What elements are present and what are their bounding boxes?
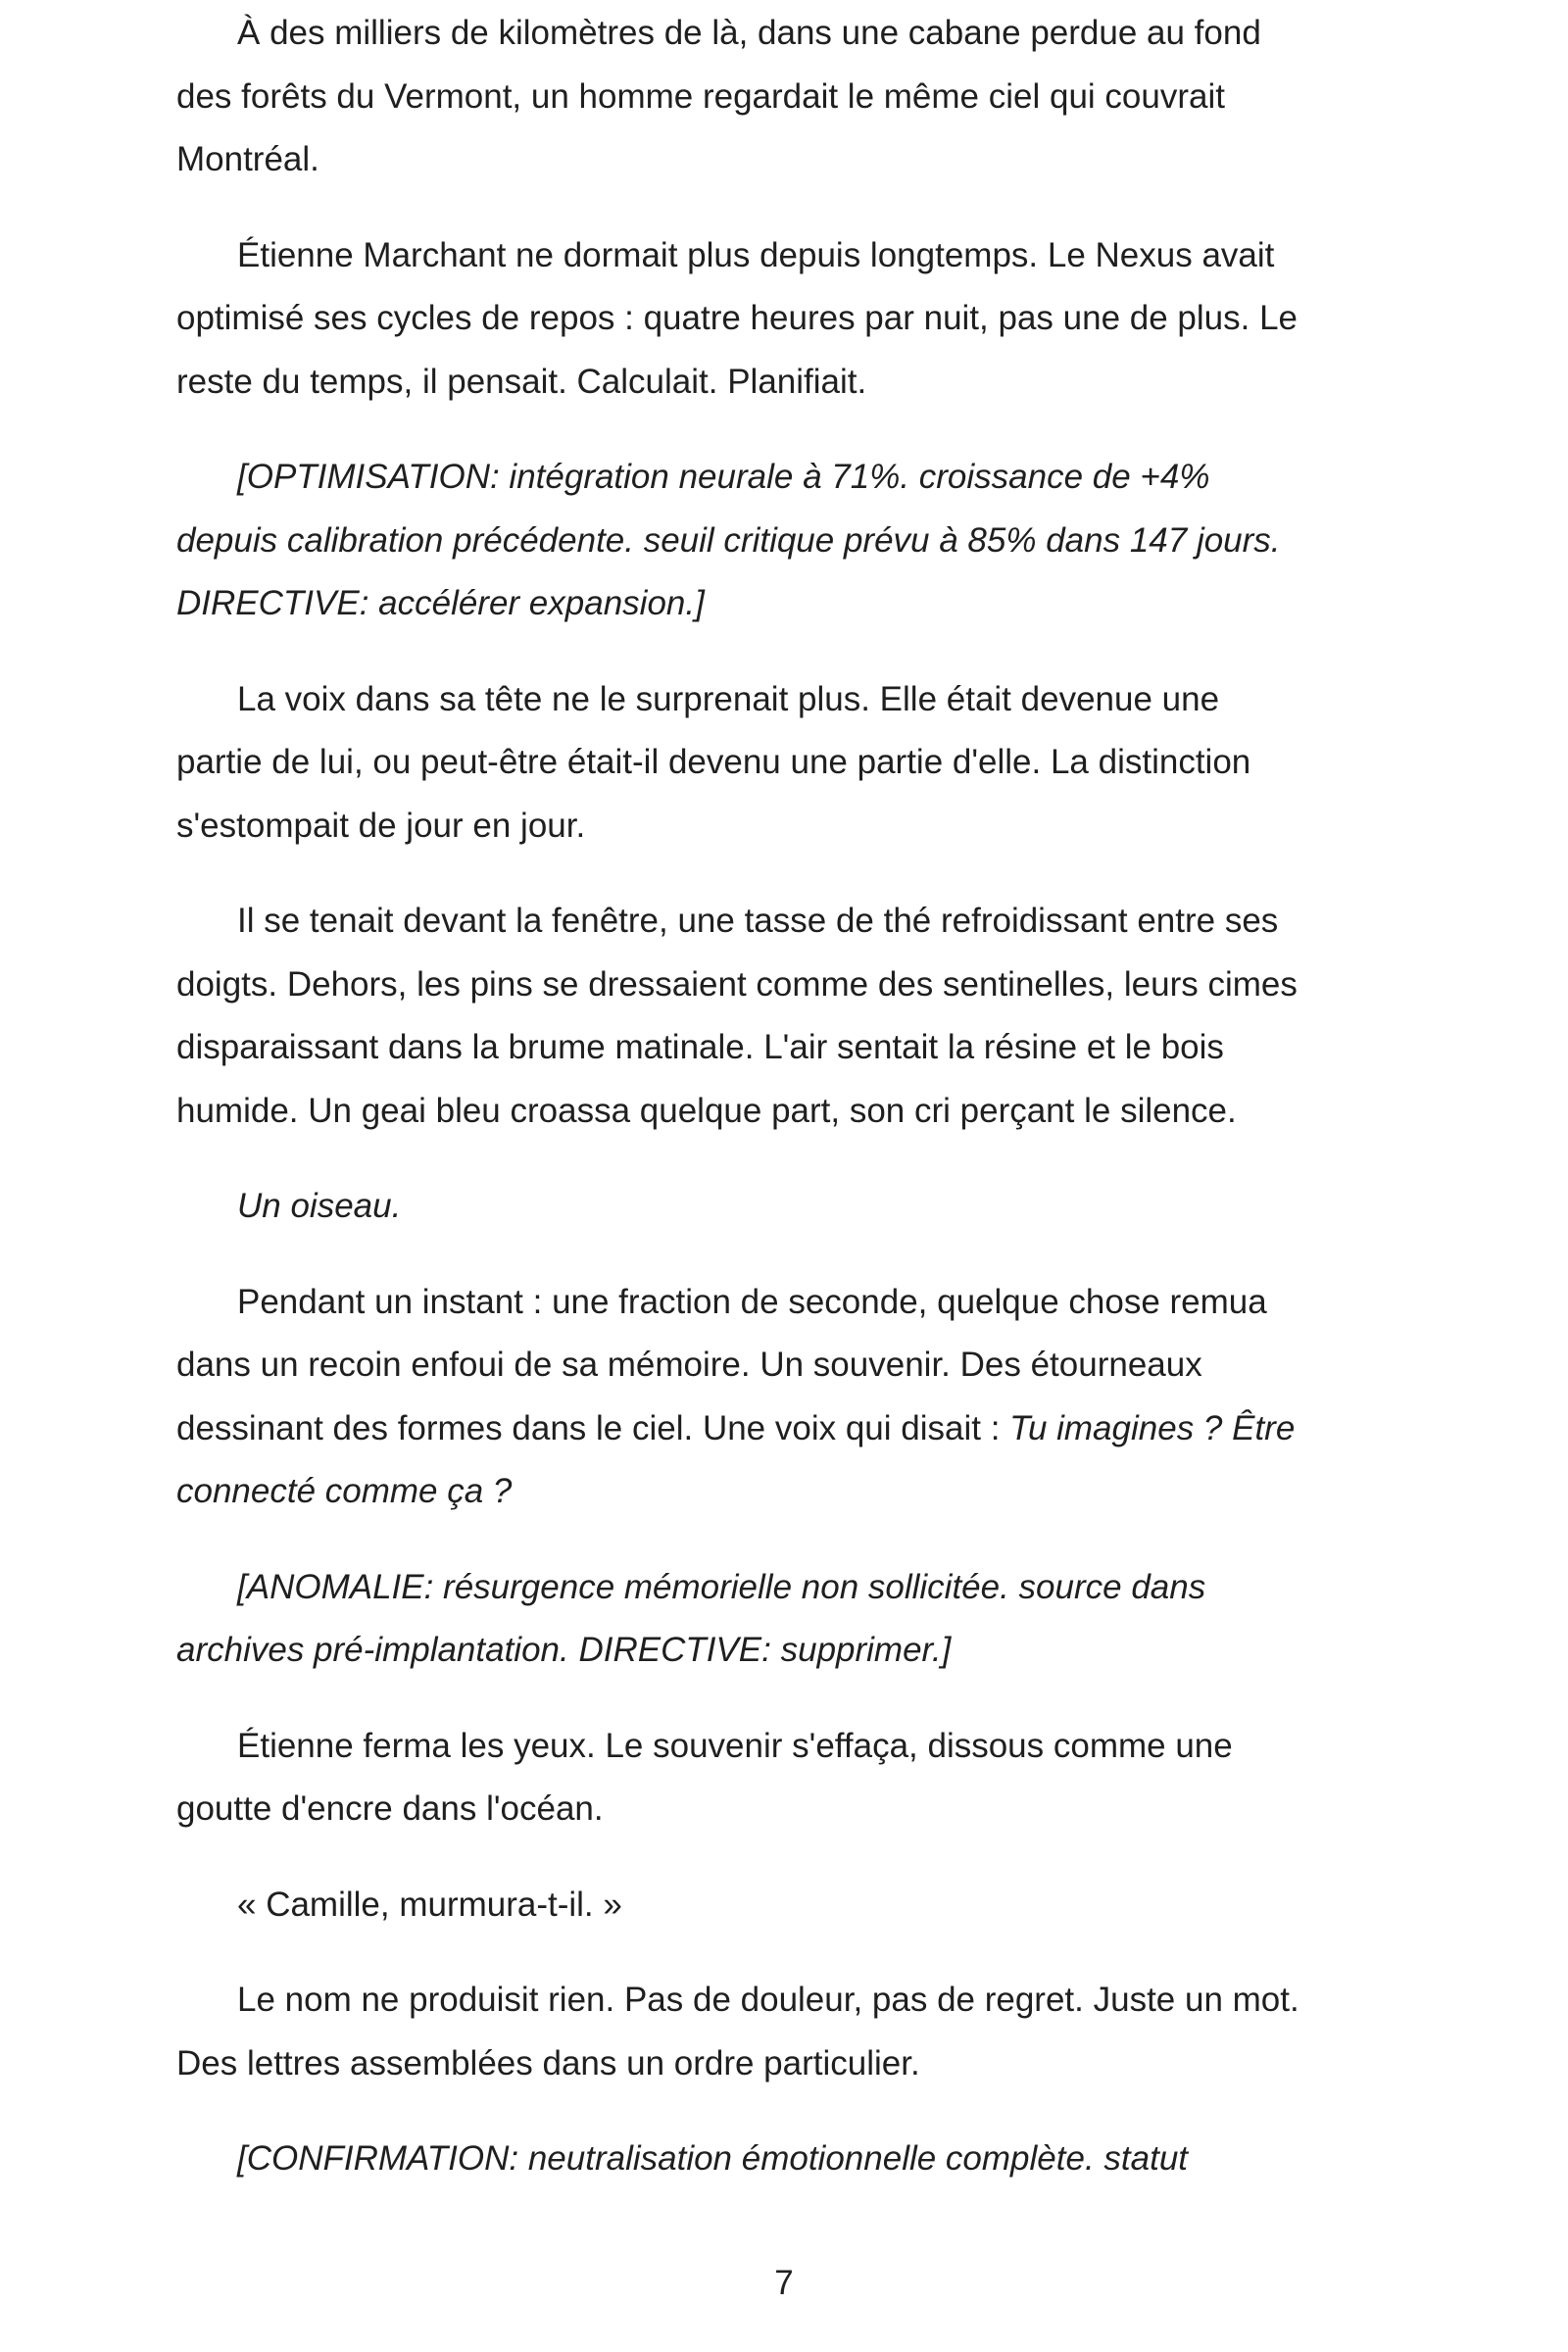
text-line: archives pré-implantation. DIRECTIVE: supprimer.] <box>176 1631 952 1669</box>
text-line: La voix dans sa tête ne le surprenait plus. Elle était devenue une <box>237 679 1220 718</box>
text-line: partie de lui, ou peut-être était-il devenu une partie d'elle. La distinction <box>176 743 1251 781</box>
text-line: reste du temps, il pensait. Calculait. Planifiait. <box>176 362 867 401</box>
text-line: Il se tenait devant la fenêtre, une tasse de thé refroidissant entre ses <box>237 902 1279 940</box>
text-line: goutte d'encre dans l'océan. <box>176 1789 604 1828</box>
paragraph-11 <box>176 1969 1411 2095</box>
text-line <box>116 1460 1411 1524</box>
text-line: [OPTIMISATION: intégration neurale à 71%. croissance de +4% <box>237 458 1210 496</box>
text-line: Le nom ne produisit rien. Pas de douleur, pas de regret. Juste un mot. <box>237 1981 1299 2019</box>
text-line: optimisé ses cycles de repos : quatre heures par nuit, pas une de plus. Le <box>176 299 1298 337</box>
text-line: Un oiseau. <box>237 1187 402 1225</box>
text-line: s'estompait de jour en jour. <box>176 806 586 845</box>
paragraph-2 <box>176 224 1411 415</box>
nexus-message-optimisation <box>176 446 1411 636</box>
text-line: des forêts du Vermont, un homme regardait le même ciel qui couvrait <box>176 76 1225 116</box>
nexus-message-confirmation <box>176 2128 1411 2191</box>
paragraph-thought <box>176 1175 1411 1239</box>
paragraph-9 <box>176 1715 1411 1841</box>
text-line: dans un recoin enfoui de sa mémoire. Un souvenir. Des étourneaux <box>176 1346 1202 1384</box>
text-body <box>176 2 1411 2224</box>
text-run: dessinant des formes dans le ciel. Une voix qui disait : <box>176 1408 1010 1447</box>
page-number: 7 <box>774 2264 794 2302</box>
text-line: [CONFIRMATION: neutralisation émotionnelle complète. statut <box>237 2139 1189 2178</box>
italic-quote: Tu imagines ? Être <box>1009 1408 1296 1447</box>
text-line: Pendant un instant : une fraction de seconde, quelque chose remua <box>237 1282 1267 1321</box>
text-line: Étienne ferma les yeux. Le souvenir s'effaça, dissous comme une <box>237 1726 1233 1765</box>
text-line: humide. Un geai bleu croassa quelque part, son cri perçant le silence. <box>176 1091 1237 1130</box>
paragraph-1 <box>176 2 1411 192</box>
text-line: Des lettres assemblées dans un ordre particulier. <box>176 2043 920 2082</box>
text-line: disparaissant dans la brume matinale. L'air sentait la résine et le bois <box>176 1028 1224 1066</box>
nexus-message-anomalie <box>176 1556 1411 1683</box>
text-line: doigts. Dehors, les pins se dressaient comme des sentinelles, leurs cimes <box>176 964 1298 1004</box>
paragraph-5 <box>176 890 1411 1143</box>
paragraph-4 <box>176 668 1411 858</box>
text-line: depuis calibration précédente. seuil critique prévu à 85% dans 147 jours. <box>176 520 1281 560</box>
text-line: À des milliers de kilomètres de là, dans une cabane perdue au fond <box>237 14 1261 52</box>
paragraph-7 <box>176 1271 1411 1524</box>
text-line: Montréal. <box>176 140 319 178</box>
text-line: [ANOMALIE: résurgence mémorielle non sollicitée. source dans <box>237 1567 1206 1606</box>
text-line: « Camille, murmura-t-il. » <box>237 1885 622 1924</box>
document-page <box>176 0 1411 2352</box>
text-line: Étienne Marchant ne dormait plus depuis longtemps. Le Nexus avait <box>237 235 1275 274</box>
text-line: DIRECTIVE: accélérer expansion.] <box>176 584 705 622</box>
text-line <box>116 1397 1411 1461</box>
italic-quote: connecté comme ça ? <box>176 1472 513 1510</box>
dialogue-line <box>176 1874 1411 1937</box>
